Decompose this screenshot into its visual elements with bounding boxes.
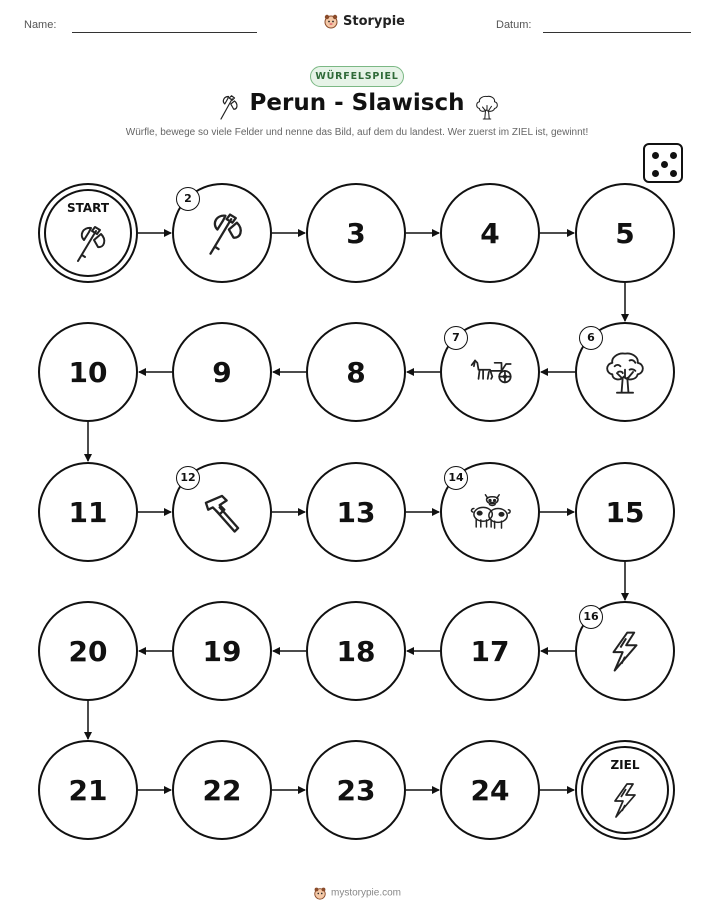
board-field-20[interactable] <box>38 601 138 701</box>
board-field-15[interactable] <box>575 462 675 562</box>
board-field-9[interactable] <box>172 322 272 422</box>
board-field-22[interactable] <box>172 740 272 840</box>
goal-field[interactable] <box>575 740 675 840</box>
board-field-13[interactable] <box>306 462 406 562</box>
field-number: 3 <box>346 216 366 250</box>
field-number-bubble: 7 <box>444 326 468 350</box>
board-field-21[interactable] <box>38 740 138 840</box>
axe-icon <box>199 210 245 256</box>
board-field-4[interactable] <box>440 183 540 283</box>
board-field-16[interactable] <box>575 601 675 701</box>
board-field-10[interactable] <box>38 322 138 422</box>
page-title: Perun - Slawisch <box>249 90 465 116</box>
field-number: 23 <box>336 773 376 807</box>
board-field-6[interactable] <box>575 322 675 422</box>
board-field-17[interactable] <box>440 601 540 701</box>
board-field-2[interactable] <box>172 183 272 283</box>
board-field-3[interactable] <box>306 183 406 283</box>
field-number-bubble: 6 <box>579 326 603 350</box>
field-number: 21 <box>68 773 108 807</box>
axe-icon <box>68 223 108 263</box>
brand-name: Storypie <box>343 13 405 29</box>
footer <box>0 886 714 900</box>
board-field-11[interactable] <box>38 462 138 562</box>
board-field-7[interactable] <box>440 322 540 422</box>
name-label: Name: <box>24 19 57 31</box>
storypie-logo-icon <box>313 886 327 900</box>
field-number: 19 <box>202 634 242 668</box>
field-number: 20 <box>68 634 108 668</box>
oak-tree-icon <box>602 349 648 395</box>
field-label: ZIEL <box>610 758 640 772</box>
field-number: 15 <box>605 495 645 529</box>
field-number: 4 <box>480 216 500 250</box>
board-field-23[interactable] <box>306 740 406 840</box>
board-field-12[interactable] <box>172 462 272 562</box>
cattle-icon <box>467 489 513 535</box>
start-field[interactable] <box>38 183 138 283</box>
footer-url: mystorypie.com <box>330 887 401 899</box>
field-number: 5 <box>615 216 635 250</box>
field-number-bubble: 16 <box>579 605 603 629</box>
field-number: 8 <box>346 355 366 389</box>
field-number: 13 <box>336 495 376 529</box>
board-field-24[interactable] <box>440 740 540 840</box>
field-number: 24 <box>470 773 510 807</box>
lightning-icon <box>605 780 645 820</box>
lightning-icon <box>602 628 648 674</box>
date-label: Datum: <box>496 19 532 31</box>
field-number: 11 <box>68 495 108 529</box>
field-number: 18 <box>336 634 376 668</box>
field-number: 17 <box>470 634 510 668</box>
board-field-19[interactable] <box>172 601 272 701</box>
field-number: 9 <box>212 355 232 389</box>
instructions: Würfle, bewege so viele Felder und nenne das Bild, auf dem du landest. Wer zuerst im ZIEL ist, gewinnt! <box>125 127 589 138</box>
field-number-bubble: 14 <box>444 466 468 490</box>
field-label: START <box>66 201 110 215</box>
field-number-bubble: 12 <box>176 466 200 490</box>
board-field-5[interactable] <box>575 183 675 283</box>
field-number-bubble: 2 <box>176 187 200 211</box>
board-field-18[interactable] <box>306 601 406 701</box>
horse-cart-icon <box>467 349 513 395</box>
game-type-badge: WÜRFELSPIEL <box>310 66 404 87</box>
field-number: 22 <box>202 773 242 807</box>
board-field-14[interactable] <box>440 462 540 562</box>
hammer-icon <box>199 489 245 535</box>
board-field-8[interactable] <box>306 322 406 422</box>
field-number: 10 <box>68 355 108 389</box>
